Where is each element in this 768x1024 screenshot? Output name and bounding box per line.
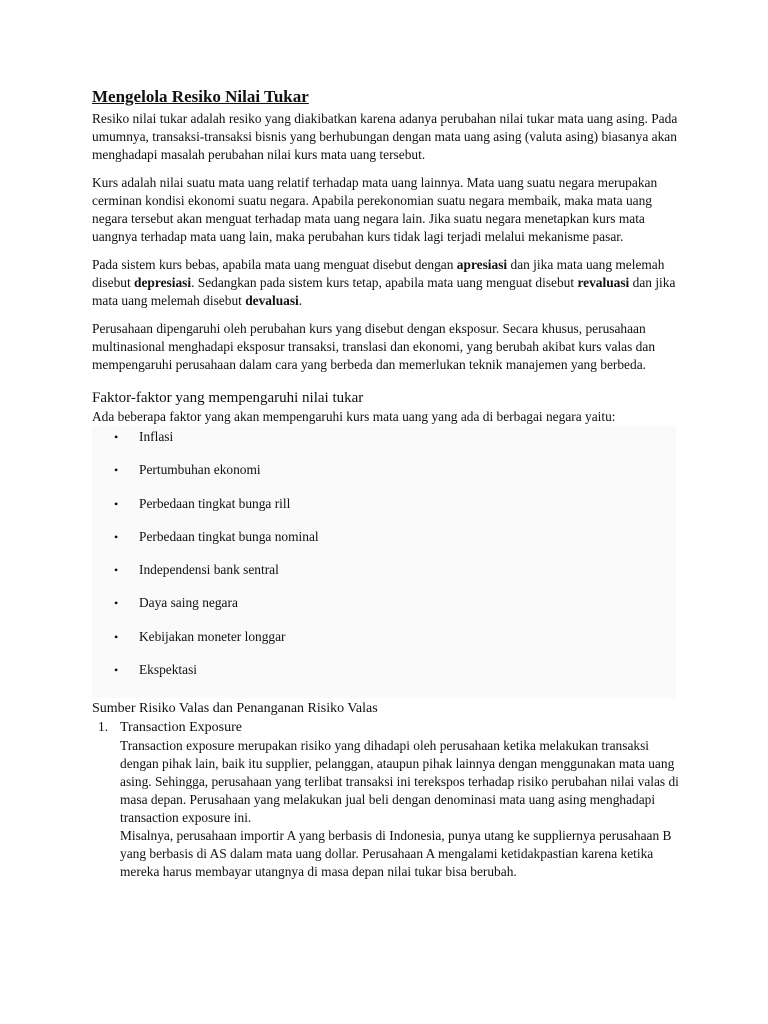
- paragraph-text: Kurs adalah nilai suatu mata uang relatif terhadap mata uang lainnya. Mata uang suatu negara merupakan cerminan kondisi ekonomi suatu negara. Apabila perekonomian suatu negara membaik, maka mata uang negara tersebut akan menguat terhadap mata uang negara lain. Jika suatu negara menetapkan kurs mata uangnya terhadap mata uang lain, maka perubahan kurs tidak lagi terjadi melalui mekanisme pasar.: [92, 175, 658, 244]
- bullet-icon: •: [114, 596, 119, 611]
- bullet-icon: •: [114, 463, 119, 478]
- paragraph-text: dan jika mata uang melemah disebut: [92, 257, 665, 290]
- paragraph-text: Pada sistem kurs bebas, apabila mata uang menguat disebut dengan: [92, 257, 457, 272]
- factor-label: Independensi bank sentral: [139, 562, 279, 578]
- factors-heading: Faktor-faktor yang mempengaruhi nilai tukar: [92, 390, 364, 406]
- paragraph-text: dan jika mata uang melemah disebut: [92, 275, 676, 308]
- bullet-icon: •: [114, 629, 119, 644]
- body-paragraph: [92, 174, 682, 246]
- factor-item: [92, 594, 676, 627]
- factor-item: [92, 461, 676, 494]
- document-title: Mengelola Resiko Nilai Tukar: [92, 87, 309, 106]
- bullet-icon: •: [114, 430, 119, 444]
- item-number: 1.: [98, 719, 109, 735]
- factor-item: [92, 661, 676, 694]
- factor-label: Ekspektasi: [139, 662, 198, 678]
- factor-label: Perbedaan tingkat bunga nominal: [139, 528, 319, 544]
- body-paragraph: [92, 256, 682, 310]
- factor-item: [92, 561, 676, 594]
- risk-items: [92, 718, 682, 881]
- factor-item: [92, 528, 676, 561]
- item-title: Transaction Exposure: [120, 720, 242, 736]
- factor-item: [92, 495, 676, 528]
- item-body-text: Misalnya, perusahaan importir A yang berbasis di Indonesia, punya utang ke suppliernya perusahaan B yang berbasis di AS dalam mata uang dollar. Perusahaan A mengalami ketidakpastian karena ketika mereka harus membayar utangnya di masa depan nilai tukar bisa berubah.: [120, 828, 672, 880]
- factor-label: Inflasi: [139, 429, 174, 444]
- body-paragraphs: [92, 110, 682, 374]
- factor-item: [92, 428, 676, 461]
- bold-term: revaluasi: [577, 275, 630, 290]
- bold-term: depresiasi: [134, 275, 192, 290]
- numbered-item-heading: [92, 718, 682, 737]
- bold-term: apresiasi: [456, 257, 508, 272]
- bullet-icon: •: [114, 663, 119, 678]
- bullet-icon: •: [114, 563, 119, 578]
- bullet-icon: •: [114, 529, 119, 544]
- factor-label: Pertumbuhan ekonomi: [139, 462, 261, 478]
- bold-term: devaluasi: [245, 293, 299, 308]
- bullet-icon: •: [114, 496, 119, 511]
- factor-label: Daya saing negara: [139, 595, 238, 611]
- paragraph-text: Resiko nilai tukar adalah resiko yang diakibatkan karena adanya perubahan nilai tukar mata uang asing. Pada umumnya, transaksi-transaksi bisnis yang berhubungan dengan mata uang asing (valuta asing) biasanya akan menghadapi masalah perubahan nilai kurs mata uang tersebut.: [92, 111, 678, 162]
- paragraph-text: .: [298, 293, 303, 308]
- paragraph-text: Perusahaan dipengaruhi oleh perubahan kurs yang disebut dengan eksposur. Secara khusus, perusahaan multinasional menghadapi eksposur transaksi, translasi dan ekonomi, yang berubah akibat kurs valas dan mempengaruhi perusahaan dalam cara yang berbeda dan memerlukan teknik manajemen yang berbeda.: [92, 321, 656, 372]
- item-body-text: Transaction exposure merupakan risiko yang dihadapi oleh perusahaan ketika melakukan transaksi dengan pihak lain, baik itu supplier, pelanggan, ataupun pihak lainnya dengan menggunakan mata uang asing. Sehingga, perusahaan yang terlibat transaksi ini terekspos terhadap risiko perubahan nilai valas di masa depan. Perusahaan yang melakukan jual beli dengan denominasi mata uang asing menghadapi transaction exposure ini.: [120, 738, 679, 826]
- body-paragraph: [92, 320, 682, 374]
- paragraph-text: . Sedangkan pada sistem kurs tetap, apabila mata uang menguat disebut: [191, 275, 578, 290]
- factor-label: Perbedaan tingkat bunga rill: [139, 495, 291, 511]
- risk-heading: Sumber Risiko Valas dan Penanganan Risiko Valas: [92, 701, 378, 717]
- factors-list: [92, 428, 676, 694]
- factor-item: [92, 628, 676, 661]
- factors-intro: Ada beberapa faktor yang akan mempengaruhi kurs mata uang yang ada di berbagai negara yaitu:: [92, 409, 616, 424]
- body-paragraph: [92, 110, 682, 164]
- factors-list-box: [92, 426, 676, 698]
- factor-label: Kebijakan moneter longgar: [139, 628, 286, 644]
- document-page: [92, 86, 682, 881]
